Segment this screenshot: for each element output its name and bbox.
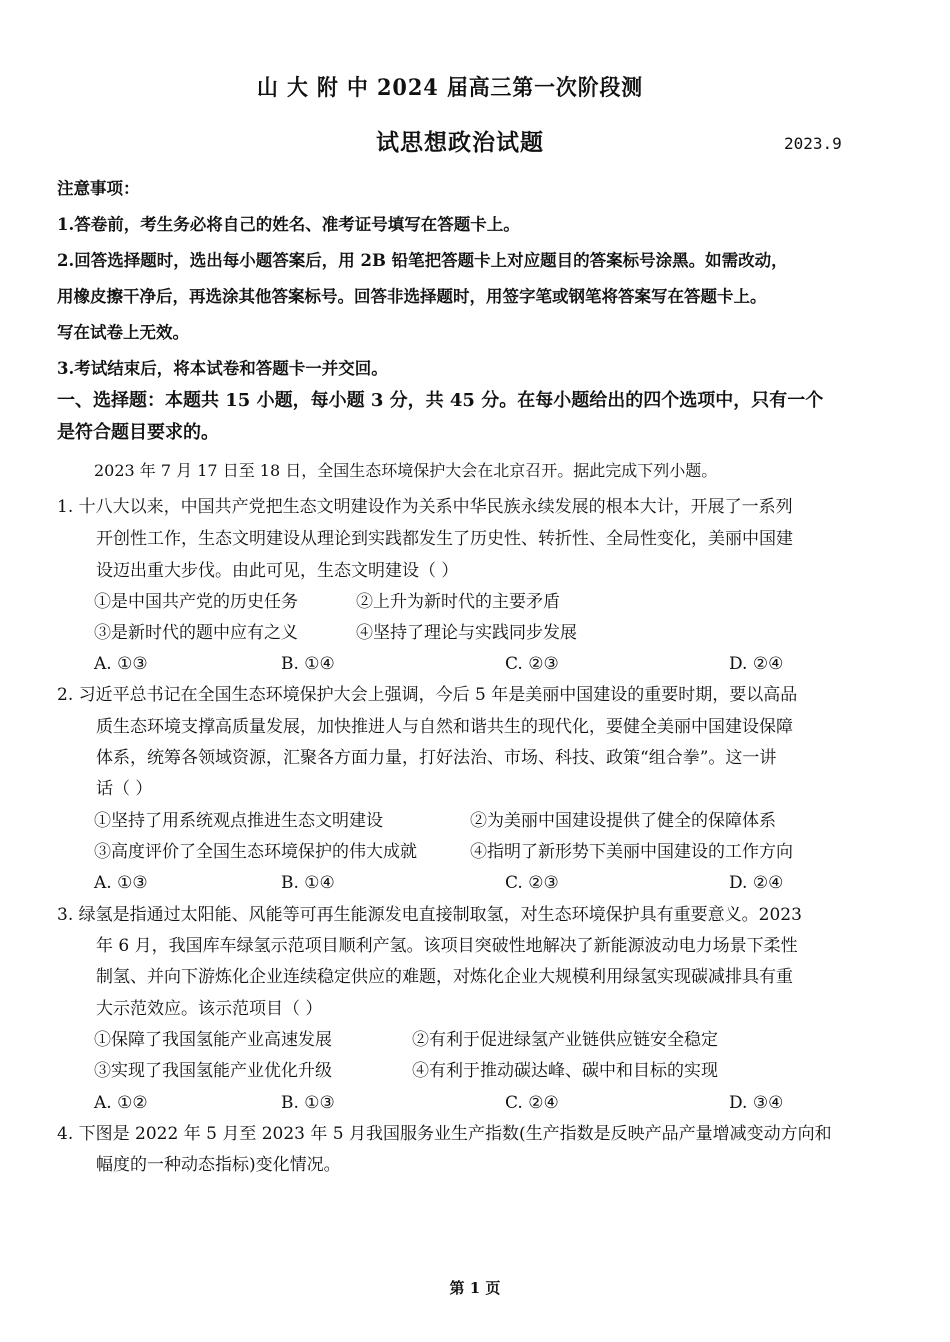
section-intro: 2023 年 7 月 17 日至 18 日，全国生态环境保护大会在北京召开。据此完成下列小题。 [94,461,718,480]
q3-option-c: C. ②④ [505,1093,559,1113]
q1-option-b: B. ①④ [281,654,335,674]
q1-option-c: C. ②③ [505,654,559,674]
q1-stem-line-1: 1. 十八大以来，中国共产党把生态文明建设作为关系中华民族永续发展的根本大计，开展了一系列 [57,497,793,517]
q1-statement-3: ③是新时代的题中应有之义 [94,623,298,643]
q2-statement-4: ④指明了新形势下美丽中国建设的工作方向 [470,842,793,862]
q1-statement-2: ②上升为新时代的主要矛盾 [356,592,560,612]
q3-stem-line-3: 制氢、并向下游炼化企业连续稳定供应的难题，对炼化企业大规模利用绿氢实现碳减排具有重 [96,967,793,987]
q2-option-b: B. ①④ [281,873,335,893]
q1-option-a: A. ①③ [94,654,148,674]
q2-statement-2: ②为美丽中国建设提供了健全的保障体系 [470,811,776,831]
q3-option-a: A. ①② [94,1093,148,1113]
page-number: 第 1 页 [449,1279,501,1297]
q1-statement-4: ④坚持了理论与实践同步发展 [356,623,577,643]
q1-stem-line-2: 开创性工作，生态文明建设从理论到实践都发生了历史性、转折性、全局性变化，美丽中国建 [96,529,793,549]
q4-stem-line-2: 幅度的一种动态指标)变化情况。 [96,1155,341,1175]
q4-stem-line-1: 4. 下图是 2022 年 5 月至 2023 年 5 月我国服务业生产指数(生产指数是反映产品产量增减变动方向和 [57,1124,832,1144]
q1-option-d: D. ②④ [729,654,784,674]
q2-option-a: A. ①③ [94,873,148,893]
notice-item-2-line-2: 用橡皮擦干净后，再选涂其他答案标号。回答非选择题时，用签字笔或钢笔将答案写在答题卡上。 [57,287,767,306]
q2-stem-line-1: 2. 习近平总书记在全国生态环境保护大会上强调，今后 5 年是美丽中国建设的重要时期，要以高品 [57,685,798,705]
q3-statement-4: ④有利于推动碳达峰、碳中和目标的实现 [412,1061,718,1081]
title-line-2: 试思想政治试题 [376,129,544,156]
q2-stem-line-3: 体系，统筹各领域资源，汇聚各方面力量，打好法治、市场、科技、政策“组合拳”。这一讲 [96,748,777,768]
q3-statement-2: ②有利于促进绿氢产业链供应链安全稳定 [412,1030,718,1050]
q3-stem-line-1: 3. 绿氢是指通过太阳能、风能等可再生能源发电直接制取氢，对生态环境保护具有重要意义。2023 [57,905,802,925]
notice-item-2-line-1: 2.回答选择题时，选出每小题答案后，用 2B 铅笔把答题卡上对应题目的答案标号涂黑。如需改动， [57,251,788,270]
q1-statement-1: ①是中国共产党的历史任务 [94,592,298,612]
notice-item-2-line-3: 写在试卷上无效。 [57,323,189,342]
q3-stem-line-4: 大示范效应。该示范项目（ ） [96,999,323,1019]
q2-stem-line-4: 话（ ） [96,779,153,799]
q3-option-b: B. ①③ [281,1093,335,1113]
q3-option-d: D. ③④ [729,1093,784,1113]
q2-statement-1: ①坚持了用系统观点推进生态文明建设 [94,811,383,831]
q2-stem-line-2: 质生态环境支撑高质量发展，加快推进人与自然和谐共生的现代化，要健全美丽中国建设保障 [96,717,793,737]
q2-statement-3: ③高度评价了全国生态环境保护的伟大成就 [94,842,417,862]
notice-item-1: 1.答卷前，考生务必将自己的姓名、准考证号填写在答题卡上。 [57,215,520,234]
q3-statement-3: ③实现了我国氢能产业优化升级 [94,1061,332,1081]
q1-stem-line-3: 设迈出重大步伐。由此可见，生态文明建设（ ） [96,561,459,581]
exam-date: 2023.9 [784,134,842,153]
q2-option-c: C. ②③ [505,873,559,893]
title-line-1: 山 大 附 中 2024 届高三第一次阶段测 [256,75,644,101]
q3-statement-1: ①保障了我国氢能产业高速发展 [94,1030,332,1050]
section-heading-line-2: 是符合题目要求的。 [57,422,219,443]
q2-option-d: D. ②④ [729,873,784,893]
notice-item-3: 3.考试结束后，将本试卷和答题卡一并交回。 [57,359,388,378]
section-heading-line-1: 一、选择题：本题共 15 小题，每小题 3 分，共 45 分。在每小题给出的四个选项中，只有一个 [57,390,824,411]
q3-stem-line-2: 年 6 月，我国库车绿氢示范项目顺利产氢。该项目突破性地解决了新能源波动电力场景下柔性 [96,936,798,956]
notice-heading: 注意事项： [57,179,140,198]
